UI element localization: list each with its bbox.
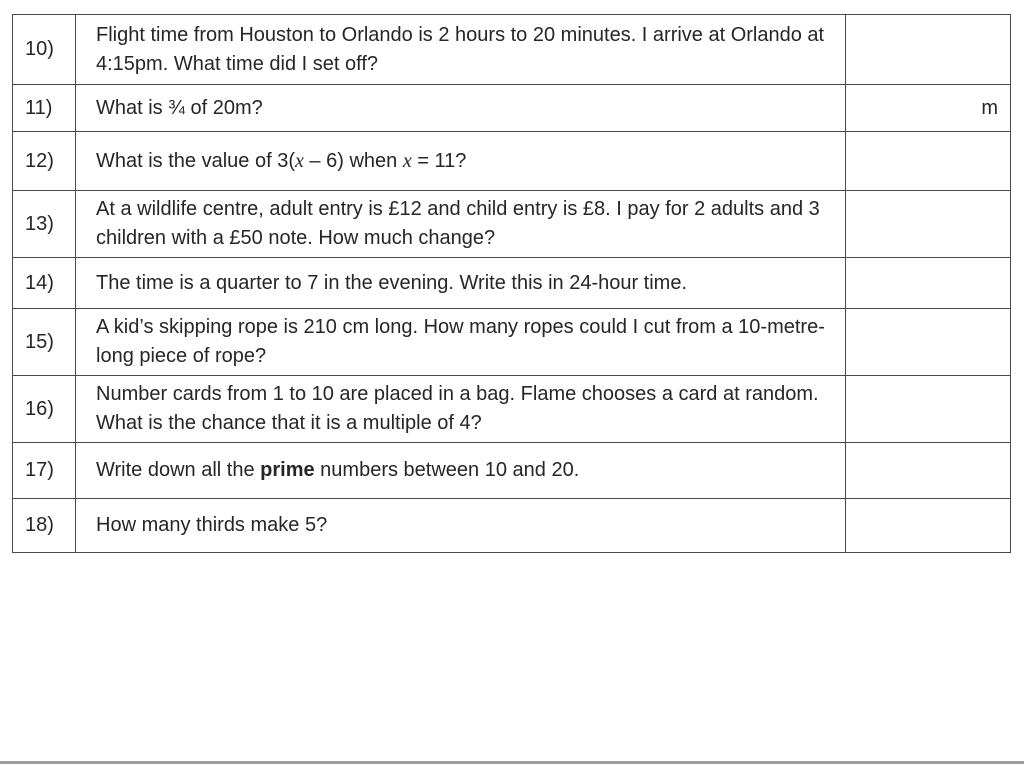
answer-cell — [846, 258, 1011, 309]
question-text — [76, 85, 846, 132]
question-text-segment: How many thirds make 5? — [96, 514, 328, 536]
table-row — [13, 85, 1011, 132]
question-text — [76, 309, 846, 376]
answer-cell — [846, 132, 1011, 191]
question-text — [76, 499, 846, 553]
question-text-segment: Number cards from 1 to 10 are placed in a bag. Flame chooses a card at random. What is the chance that it is a multiple of 4? — [96, 383, 819, 434]
table-row — [13, 191, 1011, 258]
questions-table — [12, 14, 1011, 553]
table-row — [13, 499, 1011, 553]
question-text-segment: The time is a quarter to 7 in the evening. Write this in 24-hour time. — [96, 271, 688, 294]
question-text — [76, 15, 846, 85]
question-text — [76, 191, 846, 258]
question-number: 17) — [13, 443, 76, 499]
question-text — [76, 443, 846, 499]
answer-cell — [846, 309, 1011, 376]
question-text-segment: Write down all the — [96, 459, 261, 481]
question-text-segment: = 11? — [411, 149, 467, 172]
table-row — [13, 376, 1011, 443]
question-text — [76, 376, 846, 443]
question-text-segment: What is ¾ of 20m? — [96, 96, 263, 119]
question-text-segment: A kid’s skipping rope is 210 cm long. How many ropes could I cut from a 10-metre-long piece of rope? — [96, 316, 825, 367]
question-number: 11) — [13, 85, 76, 132]
answer-cell — [846, 499, 1011, 553]
table-row — [13, 15, 1011, 85]
questions-table-body — [13, 15, 1011, 553]
question-number: 13) — [13, 191, 76, 258]
question-text-var-segment: x — [294, 149, 304, 172]
answer-cell — [846, 191, 1011, 258]
answer-cell — [846, 376, 1011, 443]
question-number: 16) — [13, 376, 76, 443]
question-text-var-segment: x — [402, 149, 412, 172]
question-number: 14) — [13, 258, 76, 309]
question-number: 12) — [13, 132, 76, 191]
table-row — [13, 443, 1011, 499]
question-text-segment: Flight time from Houston to Orlando is 2 hours to 20 minutes. I arrive at Orlando at 4:15pm. What time did I set off? — [96, 23, 825, 75]
table-row — [13, 132, 1011, 191]
question-number: 10) — [13, 15, 76, 85]
bottom-divider-line — [0, 761, 1024, 764]
answer-cell: m — [846, 85, 1011, 132]
question-text-segment: At a wildlife centre, adult entry is £12 and child entry is £8. I pay for 2 adults and 3 children with a £50 note. How much change? — [96, 198, 820, 249]
question-number: 15) — [13, 309, 76, 376]
table-row — [13, 258, 1011, 309]
table-row — [13, 309, 1011, 376]
answer-cell — [846, 443, 1011, 499]
question-text-segment: numbers between 10 and 20. — [314, 459, 580, 481]
question-text — [76, 258, 846, 309]
question-text-segment: – 6) when — [303, 149, 403, 172]
question-text-segment: What is the value of 3( — [96, 149, 295, 172]
question-text — [76, 132, 846, 191]
answer-cell — [846, 15, 1011, 85]
question-number: 18) — [13, 499, 76, 553]
question-text-bold-segment: prime — [260, 459, 315, 481]
